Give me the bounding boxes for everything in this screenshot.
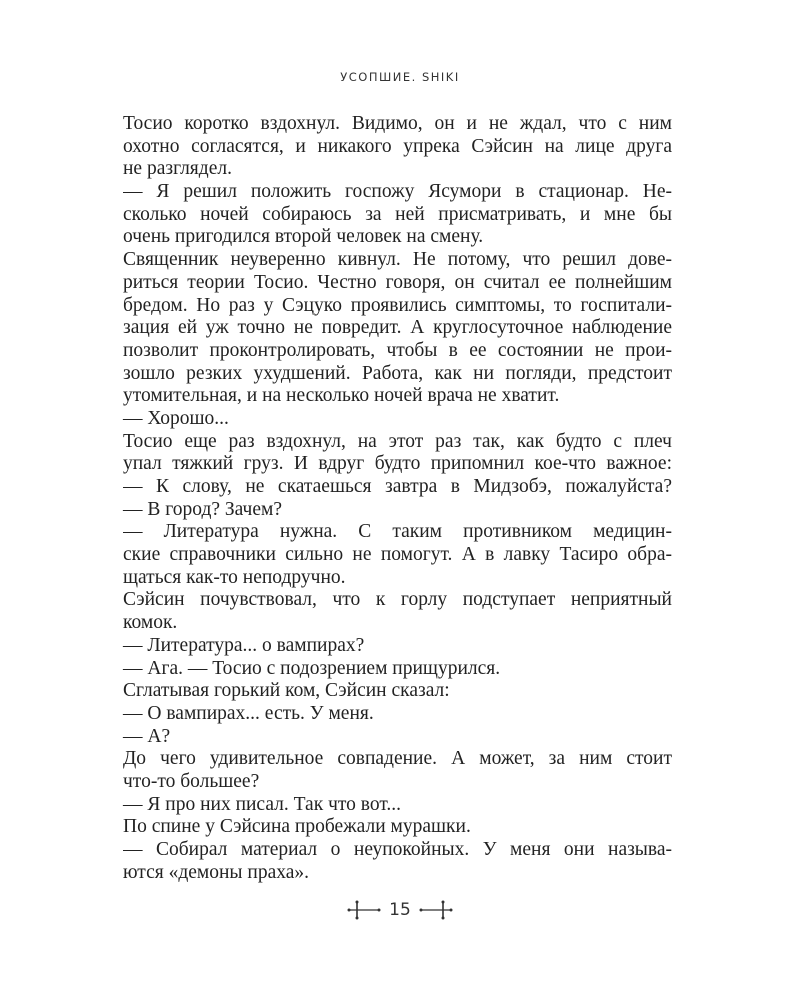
text-line: ские справочники сильно не помогут. А в лавку Тасиро обра- bbox=[123, 544, 672, 566]
text-line: зошло резких ухудшений. Работа, как ни погляди, предстоит bbox=[123, 362, 672, 384]
text-line: — Я решил положить госпожу Ясумори в стационар. Не- bbox=[123, 181, 672, 203]
text-line: бредом. Но раз у Сэцуко проявились симптомы, то госпитали- bbox=[123, 294, 672, 316]
cross-ornament-right-icon bbox=[419, 900, 453, 920]
text-line: — О вампирах... есть. У меня. bbox=[123, 702, 374, 724]
text-line: позволит проконтролировать, чтобы в ее состоянии не прои- bbox=[123, 339, 672, 361]
page-footer bbox=[0, 900, 800, 920]
text-line: зация ей уж точно не повредит. А круглосуточное наблюдение bbox=[123, 317, 672, 339]
text-line: — Собирал материал о неупокойных. У меня они называ- bbox=[123, 839, 672, 860]
text-line: очень пригодился второй человек на смену. bbox=[123, 226, 484, 248]
text-line: — Я про них писал. Так что вот... bbox=[123, 793, 402, 815]
text-line: Тосио еще раз вздохнул, на этот раз так, как будто с плеч bbox=[123, 430, 672, 452]
text-line: комок. bbox=[123, 612, 178, 634]
text-line: упал тяжкий груз. И вдруг будто припомнил кое-что важное: bbox=[123, 453, 672, 475]
text-line: До чего удивительное совпадение. А может, за ним стоит bbox=[123, 748, 672, 770]
text-line: сколько ночей собираюсь за ней присматривать, и мне бы bbox=[123, 203, 672, 225]
text-line: Тосио коротко вздохнул. Видимо, он и не ждал, что с ним bbox=[123, 113, 672, 134]
text-line: — Хорошо... bbox=[123, 407, 229, 429]
text-line: Священник неуверенно кивнул. Не потому, что решил дове- bbox=[123, 249, 672, 271]
page-number: 15 bbox=[389, 900, 411, 920]
text-line: риться теории Тосио. Честно говоря, он считал ее полнейшим bbox=[123, 271, 672, 293]
text-line: ются «демоны праха». bbox=[123, 861, 310, 883]
text-line: — К слову, не скатаешься завтра в Мидзобэ, пожалуйста? bbox=[123, 476, 672, 497]
cross-ornament-left-icon bbox=[347, 900, 381, 920]
text-line: не разглядел. bbox=[123, 158, 232, 180]
text-line: — А? bbox=[123, 725, 171, 747]
running-header: УСОПШИЕ. SHIKI bbox=[340, 70, 460, 84]
text-line: — Литература... о вампирах? bbox=[123, 634, 365, 656]
text-line: Сглатывая горький ком, Сэйсин сказал: bbox=[123, 680, 450, 702]
text-line: — В город? Зачем? bbox=[123, 498, 283, 520]
text-line: По спине у Сэйсина пробежали мурашки. bbox=[123, 816, 471, 838]
text-line: охотно согласятся, и никакого упрека Сэйсин на лице друга bbox=[123, 135, 672, 157]
text-line: — Ага. — Тосио с подозрением прищурился. bbox=[123, 657, 501, 679]
body-text bbox=[123, 113, 672, 884]
text-line: что-то большее? bbox=[123, 770, 260, 792]
text-line: Сэйсин почувствовал, что к горлу подступает неприятный bbox=[123, 589, 672, 611]
text-line: — Литература нужна. С таким противником медицин- bbox=[123, 521, 672, 543]
text-line: утомительная, и на несколько ночей врача не хватит. bbox=[123, 385, 560, 407]
text-line: щаться как-то неподручно. bbox=[123, 566, 346, 588]
